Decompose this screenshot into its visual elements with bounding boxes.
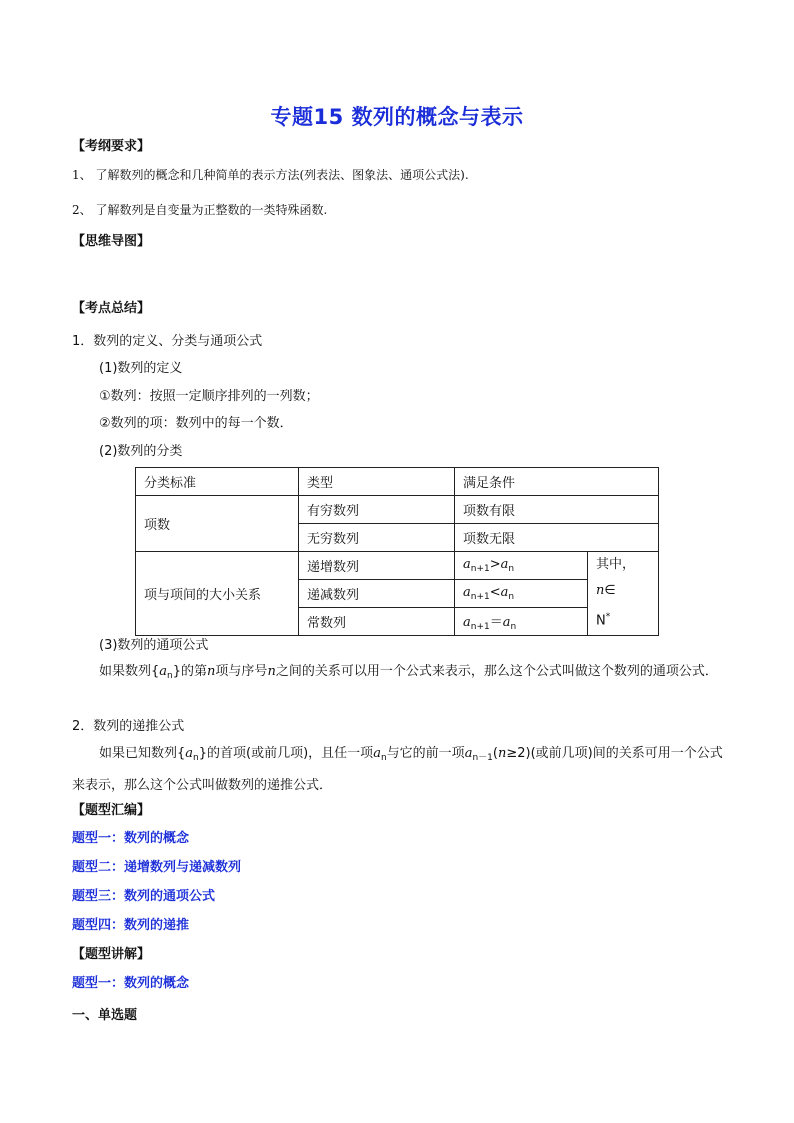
subsection-title: (3)数列的通项公式	[99, 638, 209, 653]
formula-op: >	[489, 557, 501, 572]
text-run: ≥2)(或前几项)间的关系可用一个公式来表示，那么这个公式叫做数列的递推公式．	[72, 746, 723, 793]
math-var: n	[497, 746, 507, 761]
question-type-heading: 一、单选题	[72, 1008, 138, 1023]
table-cell: 递增数列	[299, 552, 455, 580]
table-note-cell	[588, 552, 659, 636]
formula-sub: n+1	[470, 592, 490, 602]
math-var: n	[207, 664, 216, 679]
table-header-cell: 分类标准	[136, 468, 299, 496]
math-sub: n－1	[472, 753, 493, 763]
types-detail-heading: 【题型讲解】	[72, 947, 151, 962]
math-sub: n	[167, 671, 173, 681]
note-var: n	[596, 583, 605, 599]
definition-line: ①数列：按照一定顺序排列的一列数；	[99, 389, 319, 404]
type-link[interactable]: 题型三：数列的通项公式	[72, 889, 216, 904]
table-cell: 项数有限	[455, 496, 659, 524]
table-cell: 无穷数列	[299, 524, 455, 552]
note-sup: *	[605, 612, 611, 623]
formula-var: a	[500, 557, 509, 572]
type-detail-title: 题型一：数列的概念	[72, 976, 190, 991]
page-title: 专题15 数列的概念与表示	[270, 105, 524, 129]
type-link[interactable]: 题型一：数列的概念	[72, 831, 190, 846]
formula-var: a	[463, 585, 471, 600]
table-formula-cell	[455, 552, 588, 580]
formula-sub: n+1	[470, 564, 490, 574]
text-run: 之间的关系可以用一个公式来表示，那么这个公式叫做这个数列的通项公式．	[275, 664, 718, 679]
note-text: 其中，	[596, 557, 636, 573]
text-run: 与它的前一项	[386, 746, 465, 761]
table-group-label: 项与项间的大小关系	[136, 552, 299, 636]
subsection-title: (1)数列的定义	[99, 361, 183, 376]
formula-var: a	[463, 615, 471, 630]
formula-op: <	[489, 585, 501, 600]
text-run: 项与序号	[215, 664, 268, 679]
formula-var: a	[502, 615, 511, 630]
syllabus-item: 2、 了解数列是自变量为正整数的一类特殊函数.	[72, 203, 328, 217]
table-cell: 常数列	[299, 608, 455, 636]
classification-table	[135, 467, 659, 636]
types-summary-heading: 【题型汇编】	[72, 803, 151, 818]
formula-var: a	[463, 557, 471, 572]
table-header-cell: 类型	[299, 468, 455, 496]
math-var: a	[464, 746, 473, 761]
table-cell: 项数无限	[455, 524, 659, 552]
formula-sub: n	[508, 592, 515, 602]
recursion-paragraph	[72, 740, 724, 800]
text-run: (	[492, 746, 498, 761]
math-sub: n	[380, 753, 387, 763]
math-var: n	[267, 664, 276, 679]
table-row	[136, 496, 659, 524]
summary-heading: 【考点总结】	[72, 301, 151, 316]
formula-sub: n	[510, 622, 517, 632]
math-var: a	[373, 746, 381, 761]
type-link[interactable]: 题型二：递增数列与递减数列	[72, 860, 242, 875]
syllabus-item: 1、 了解数列的概念和几种简单的表示方法(列表法、图象法、通项公式法).	[72, 168, 469, 182]
text-run: }的第	[172, 664, 208, 679]
math-sub: n	[193, 753, 199, 763]
section-title: 1．数列的定义、分类与通项公式	[72, 334, 263, 349]
formula-sub: n+1	[470, 622, 490, 632]
syllabus-heading: 【考纲要求】	[72, 139, 151, 154]
text-run: }的首项(或前几项)，且任一项	[198, 746, 374, 761]
math-var: a	[159, 664, 168, 679]
type-link[interactable]: 题型四：数列的递推	[72, 918, 190, 933]
table-cell: 有穷数列	[299, 496, 455, 524]
subsection-title: (2)数列的分类	[99, 444, 183, 459]
table-row	[136, 552, 659, 580]
table-formula-cell	[455, 608, 588, 636]
table-cell: 递减数列	[299, 580, 455, 608]
note-text: ∈	[604, 583, 616, 599]
formula-sub: n	[508, 564, 515, 574]
text-run: 如果已知数列{	[99, 746, 186, 761]
table-group-label: 项数	[136, 496, 299, 552]
section-title: 2．数列的递推公式	[72, 719, 185, 734]
formula-var: a	[500, 585, 509, 600]
formula-op: ＝	[489, 615, 503, 630]
text-run: 如果数列{	[99, 664, 160, 679]
mindmap-heading: 【思维导图】	[72, 234, 151, 249]
table-header-cell: 满足条件	[455, 468, 659, 496]
table-header-row	[136, 468, 659, 496]
math-var: a	[185, 746, 194, 761]
definition-line: ②数列的项：数列中的每一个数．	[99, 416, 293, 431]
note-text: N	[596, 613, 606, 629]
formula-paragraph	[72, 658, 724, 690]
table-formula-cell	[455, 580, 588, 608]
